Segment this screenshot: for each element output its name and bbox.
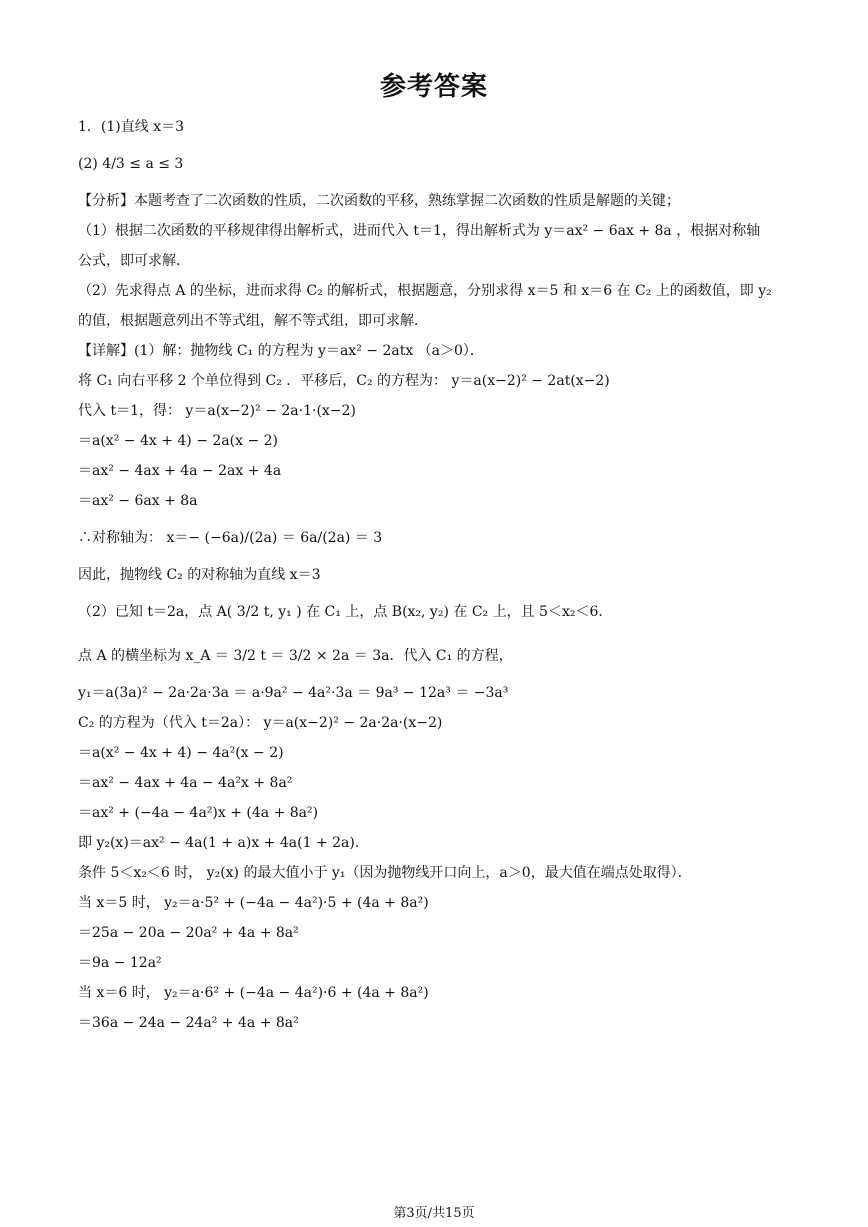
analysis-heading: 【分析】本题考查了二次函数的性质，二次函数的平移，熟练掌握二次函数的性质是解题的关键； xyxy=(78,193,680,209)
math-line: ＝ax² − 4ax + 4a − 4a²x + 8a² xyxy=(78,775,293,791)
math-line: ＝36a − 24a − 24a² + 4a + 8a² xyxy=(78,1015,299,1031)
math-line: ＝ax² − 4ax + 4a − 2ax + 4a xyxy=(78,463,282,479)
answer-line-1: 1．(1)直线 x＝3 xyxy=(78,119,184,135)
math-line: 当 x＝5 时， y₂＝a·5² + (−4a − 4a²)·5 + (4a + 8a²) xyxy=(78,895,429,911)
page-title: 参考答案 xyxy=(379,72,488,102)
math-line: ＝ax² − 6ax + 8a xyxy=(78,493,198,509)
math-line: 将 C₁ 向右平移 2 个单位得到 C₂ ．平移后，C₂ 的方程为： y＝a(x−2)² − 2at(x−2) xyxy=(78,373,610,389)
math-line: ＝9a − 12a² xyxy=(78,955,162,971)
math-line: ＝ax² + (−4a − 4a²)x + (4a + 8a²) xyxy=(78,805,319,821)
math-line: 条件 5＜x₂＜6 时， y₂(x) 的最大值小于 y₁（因为抛物线开口向上，a＞0，最大值在端点处取得）． xyxy=(78,865,692,881)
math-line: （2）已知 t＝2a，点 A( 3/2 t, y₁ ) 在 C₁ 上，点 B(x₂, y₂) 在 C₂ 上，且 5＜x₂＜6． xyxy=(78,604,613,620)
math-line: ＝a(x² − 4x + 4) − 4a²(x − 2) xyxy=(78,745,284,761)
math-line: ∴对称轴为： x＝− (−6a)/(2a) ＝ 6a/(2a) ＝ 3 xyxy=(78,530,383,546)
math-line: 因此，抛物线 C₂ 的对称轴为直线 x＝3 xyxy=(78,567,321,583)
math-line: C₂ 的方程为（代入 t＝2a）： y＝a(x−2)² − 2a·2a·(x−2) xyxy=(78,715,443,731)
answer-body xyxy=(78,112,798,1038)
math-line: 代入 t＝1，得： y＝a(x−2)² − 2a·1·(x−2) xyxy=(78,403,356,419)
answer-line-2: (2) 4/3 ≤ a ≤ 3 xyxy=(78,156,184,172)
analysis-part-1-cont: 公式，即可求解． xyxy=(78,253,190,269)
math-line: 点 A 的横坐标为 x_A ＝ 3/2 t ＝ 3/2 × 2a ＝ 3a．代入 C₁ 的方程， xyxy=(78,648,513,664)
math-line: 当 x＝6 时， y₂＝a·6² + (−4a − 4a²)·6 + (4a + 8a²) xyxy=(78,985,429,1001)
math-line: y₁＝a(3a)² − 2a·2a·3a ＝ a·9a² − 4a²·3a ＝ 9a³ − 12a³ ＝ −3a³ xyxy=(78,685,509,701)
analysis-part-1: （1）根据二次函数的平移规律得出解析式，进而代入 t＝1，得出解析式为 y＝ax² − 6ax + 8a ，根据对称轴 xyxy=(78,223,761,239)
page-footer: 第3页/共15页 xyxy=(393,1206,475,1221)
analysis-part-2-cont: 的值，根据题意列出不等式组，解不等式组，即可求解． xyxy=(78,313,428,329)
analysis-part-2: （2）先求得点 A 的坐标，进而求得 C₂ 的解析式，根据题意，分别求得 x＝5 和 x＝6 在 C₂ 上的函数值，即 y₂ xyxy=(78,283,772,299)
math-line: ＝25a − 20a − 20a² + 4a + 8a² xyxy=(78,925,299,941)
math-line: ＝a(x² − 4x + 4) − 2a(x − 2) xyxy=(78,433,278,449)
math-line: 即 y₂(x)＝ax² − 4a(1 + a)x + 4a(1 + 2a)． xyxy=(78,835,369,851)
detail-heading: 【详解】(1）解：抛物线 C₁ 的方程为 y＝ax² − 2atx （a＞0）． xyxy=(78,343,484,359)
